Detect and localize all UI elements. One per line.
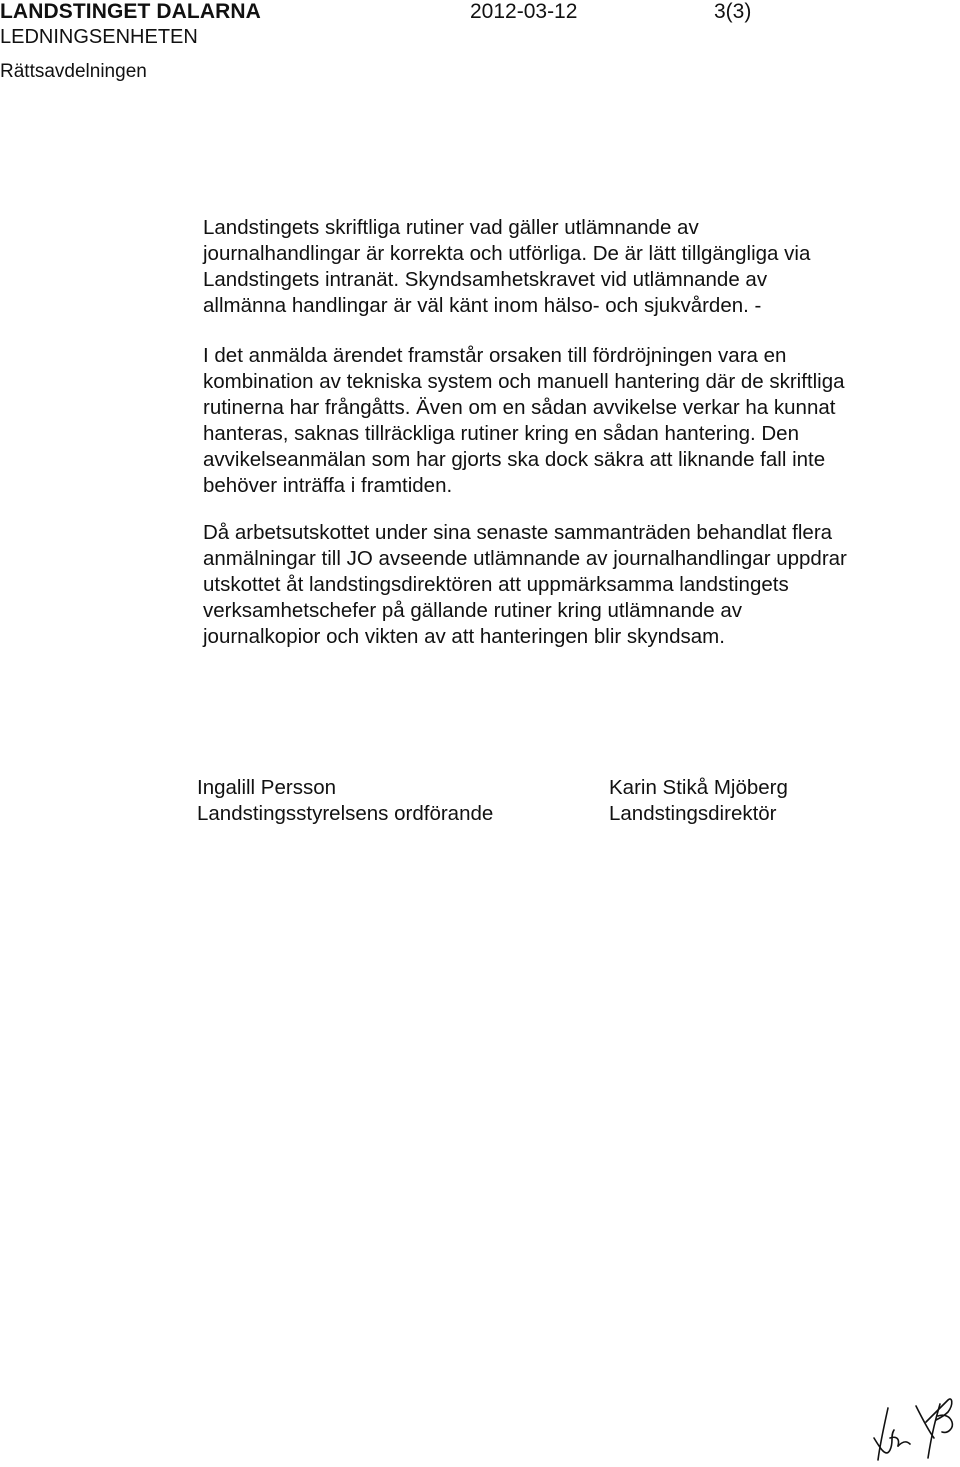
signature-chair [197,775,493,827]
signature-director [609,775,788,827]
paragraph-line: rutinerna har frångåtts. Även om en sådan avvikelse verkar ha kunnat [203,396,836,419]
signatory-title: Landstingsstyrelsens ordförande [197,802,494,825]
paragraph-routines [203,215,903,319]
paragraph-line: hanteras, saknas tillräckliga rutiner kring en sådan hantering. Den [203,422,799,445]
division-name: Rättsavdelningen [0,61,147,82]
paragraph-line: avvikelseanmälan som har gjorts ska dock säkra att liknande fall inte [203,448,826,471]
paragraph-case [203,343,943,499]
paragraph-line: Landstingets intranät. Skyndsamhetskravet vid utlämnande av [203,268,768,291]
signatory-title: Landstingsdirektör [609,802,777,825]
paragraph-line: behöver inträffa i framtiden. [203,474,453,497]
paragraph-line: Landstingets skriftliga rutiner vad gäller utlämnande av [203,216,699,239]
paragraph-line: Då arbetsutskottet under sina senaste sammanträden behandlat flera [203,521,833,544]
paragraph-decision [203,520,943,650]
paragraph-line: anmälningar till JO avseende utlämnande av journalhandlingar uppdrar [203,547,847,570]
handwritten-initials-icon [866,1378,956,1464]
paragraph-line: I det anmälda ärendet framstår orsaken till fördröjningen vara en [203,344,787,367]
paragraph-line: kombination av tekniska system och manuell hantering där de skriftliga [203,370,845,393]
paragraph-line: journalkopior och vikten av att hanteringen blir skyndsam. [203,625,725,648]
paragraph-line: utskottet åt landstingsdirektören att uppmärksamma landstingets [203,573,789,596]
document-date: 2012-03-12 [470,0,578,23]
paragraph-line: allmänna handlingar är väl känt inom hälso- och sjukvården. - [203,294,762,317]
page-number: 3(3) [714,0,752,23]
department-name: LEDNINGSENHETEN [0,26,198,48]
signatory-name: Karin Stikå Mjöberg [609,776,788,799]
organization-name: LANDSTINGET DALARNA [0,0,261,23]
signatory-name: Ingalill Persson [197,776,337,799]
paragraph-line: journalhandlingar är korrekta och utförliga. De är lätt tillgängliga via [203,242,811,265]
paragraph-line: verksamhetschefer på gällande rutiner kring utlämnande av [203,599,742,622]
